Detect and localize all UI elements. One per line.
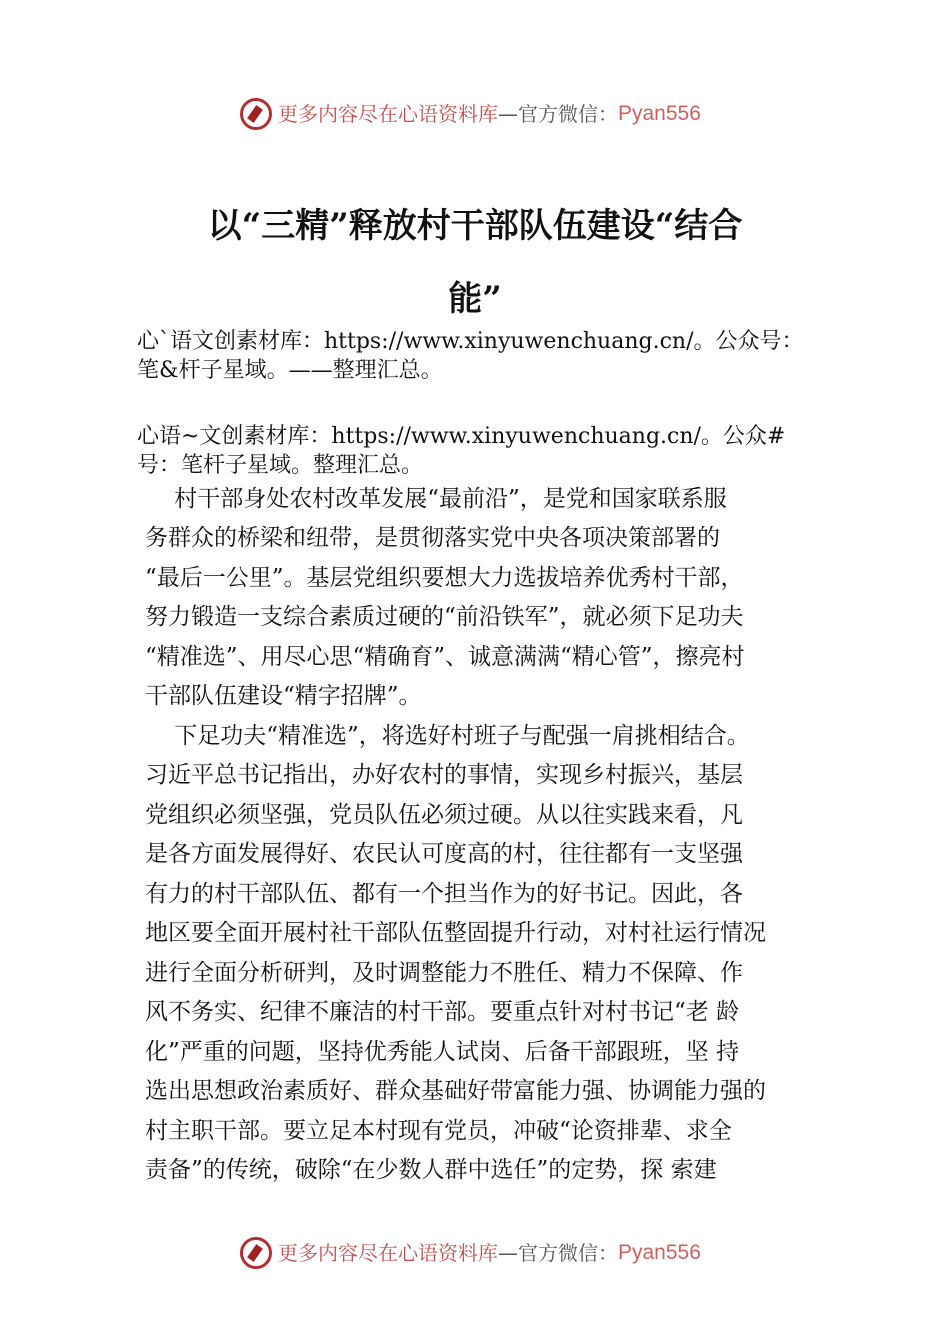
text-line: 选出思想政治素质好、群众基础好带富能力强、协调能力强的 <box>145 1078 766 1104</box>
text-line: 进行全面分析研判，及时调整能力不胜任、精力不保障、作 <box>145 960 743 986</box>
text-line: 党组织必须坚强，党员队伍必须过硬。从以往实践来看，凡 <box>145 802 743 828</box>
pen-logo-icon <box>240 98 272 130</box>
text-line: 责备”的传统，破除“在少数人群中选任”的定势，探 索建 <box>145 1157 717 1183</box>
text-line: 地区要全面开展村社干部队伍整固提升行动，对村社运行情况 <box>145 920 766 946</box>
watermark-wechat-label: —官方微信： <box>498 102 618 126</box>
text-line: 下足功夫“精准选”，将选好村班子与配强一肩挑相结合。 <box>145 723 750 749</box>
source-line: 笔&杆子星域。——整理汇总。 <box>137 358 443 383</box>
text-line: 务群众的桥梁和纽带，是贯彻落实党中央各项决策部署的 <box>145 525 720 551</box>
source-line: 心语~文创素材库：https://www.xinyuwenchuang.cn/。公众# <box>137 424 786 449</box>
footer-watermark <box>240 1235 740 1271</box>
text-line: 习近平总书记指出，办好农村的事情，实现乡村振兴，基层 <box>145 762 743 788</box>
watermark-wechat-id: Pyan556 <box>618 1241 701 1264</box>
text-line: 村干部身处农村改革发展“最前沿”，是党和国家联系服 <box>145 486 727 512</box>
pen-logo-icon <box>240 1237 272 1269</box>
text-line: “最后一公里”。基层党组织要想大力选拔培养优秀村干部， <box>145 565 744 591</box>
source-line: 心`语文创素材库：https://www.xinyuwenchuang.cn/。公众号： <box>137 329 804 354</box>
watermark-text: 更多内容尽在心语资料库 <box>278 1241 498 1265</box>
text-line: 努力锻造一支综合素质过硬的“前沿铁军”，就必须下足功夫 <box>145 604 744 630</box>
watermark-wechat-label: —官方微信： <box>498 1241 618 1265</box>
text-line: 风不务实、纪律不廉洁的村干部。要重点针对村书记“老 龄 <box>145 999 740 1025</box>
watermark-wechat-id: Pyan556 <box>618 102 701 125</box>
text-line: “精准选”、用尽心思“精确育”、诚意满满“精心管”，擦亮村 <box>145 644 745 670</box>
text-line: 是各方面发展得好、农民认可度高的村，往往都有一支坚强 <box>145 841 743 867</box>
text-line: 干部队伍建设“精字招牌”。 <box>145 683 422 709</box>
header-watermark <box>240 96 740 132</box>
source-line: 号：笔杆子星域。整理汇总。 <box>137 453 424 478</box>
text-line: 有力的村干部队伍、都有一个担当作为的好书记。因此，各 <box>145 881 743 907</box>
text-line: 化”严重的问题，坚持优秀能人试岗、后备干部跟班，坚 持 <box>145 1039 740 1065</box>
watermark-text: 更多内容尽在心语资料库 <box>278 102 498 126</box>
title-line-1: 以“三精”释放村干部队伍建设“结合 <box>207 206 743 246</box>
title-line-2: 能” <box>448 279 502 319</box>
text-line: 村主职干部。要立足本村现有党员，冲破“论资排辈、求全 <box>145 1118 732 1144</box>
